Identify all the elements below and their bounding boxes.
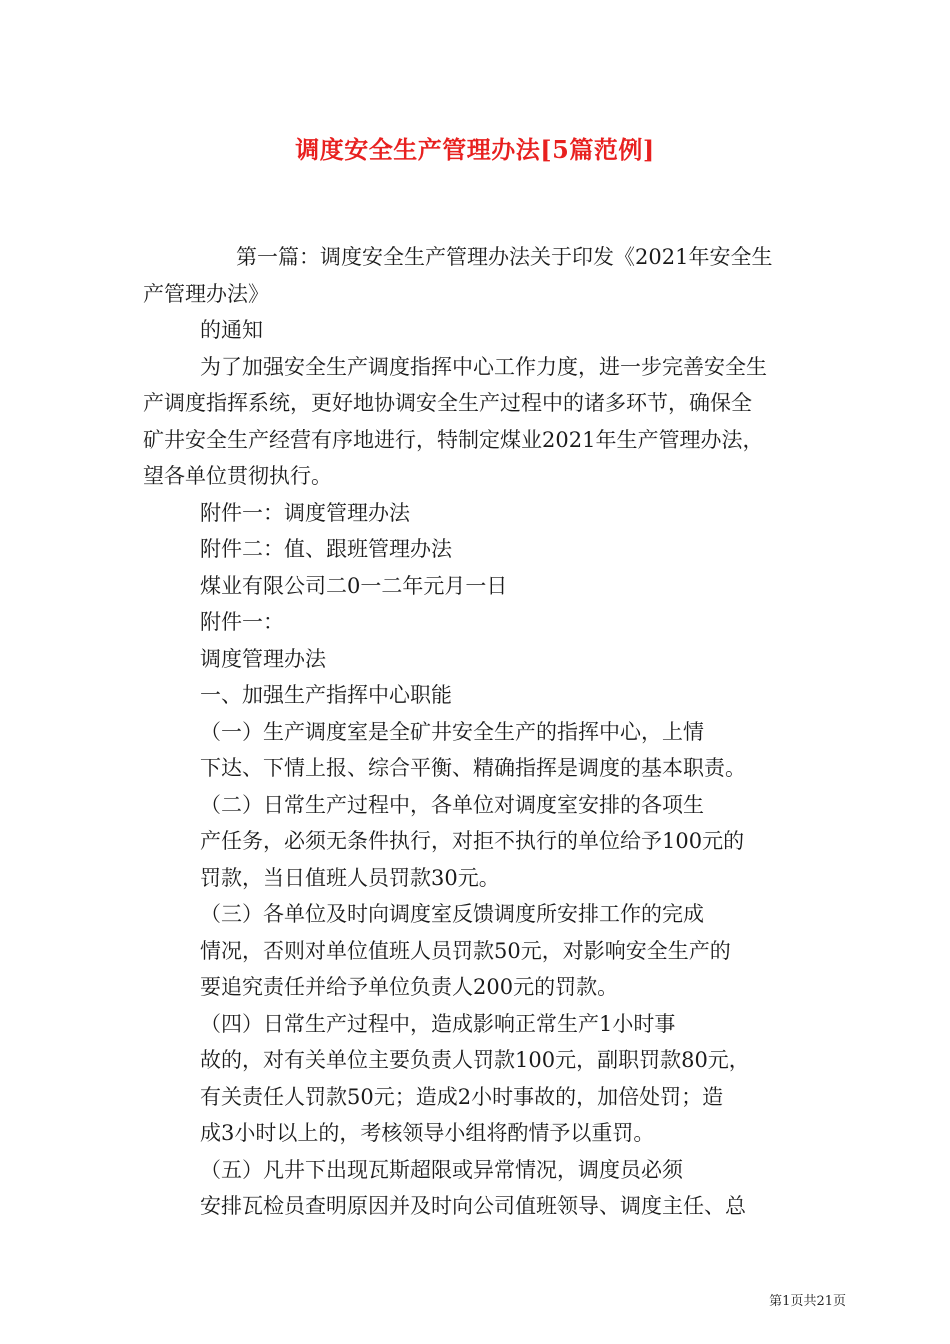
body-line-16: （二）日常生产过程中，各单位对调度室安排的各项生 xyxy=(200,793,704,817)
body-line-15: 下达、下情上报、综合平衡、精确指挥是调度的基本职责。 xyxy=(200,756,746,780)
body-line-8: 附件一：调度管理办法 xyxy=(200,501,410,525)
body-line-12: 调度管理办法 xyxy=(200,647,326,671)
body-line-2: 产管理办法》 xyxy=(143,282,269,306)
body-line-23: 故的，对有关单位主要负责人罚款100元，副职罚款80元， xyxy=(200,1048,750,1072)
body-line-1: 第一篇：调度安全生产管理办法关于印发《2021年安全生 xyxy=(236,245,773,269)
body-line-21: 要追究责任并给予单位负责人200元的罚款。 xyxy=(200,975,619,999)
body-line-17: 产任务，必须无条件执行，对拒不执行的单位给予100元的 xyxy=(200,829,745,853)
body-line-7: 望各单位贯彻执行。 xyxy=(143,464,332,488)
page-number: 第1页共21页 xyxy=(769,1294,846,1309)
body-line-13: 一、加强生产指挥中心职能 xyxy=(200,683,452,707)
body-line-27: 安排瓦检员查明原因并及时向公司值班领导、调度主任、总 xyxy=(200,1194,746,1218)
body-line-6: 矿井安全生产经营有序地进行，特制定煤业2021年生产管理办法， xyxy=(143,428,764,452)
body-line-22: （四）日常生产过程中，造成影响正常生产1小时事 xyxy=(200,1012,676,1036)
body-line-25: 成3小时以上的，考核领导小组将酌情予以重罚。 xyxy=(200,1121,655,1145)
document-title: 调度安全生产管理办法[5篇范例] xyxy=(295,135,655,164)
body-line-4: 为了加强安全生产调度指挥中心工作力度，进一步完善安全生 xyxy=(200,355,767,379)
body-line-26: （五）凡井下出现瓦斯超限或异常情况，调度员必须 xyxy=(200,1158,683,1182)
body-line-14: （一）生产调度室是全矿井安全生产的指挥中心，上情 xyxy=(200,720,704,744)
body-line-11: 附件一： xyxy=(200,610,284,634)
body-line-9: 附件二：值、跟班管理办法 xyxy=(200,537,452,561)
body-line-3: 的通知 xyxy=(200,318,263,342)
body-line-5: 产调度指挥系统，更好地协调安全生产过程中的诸多环节，确保全 xyxy=(143,391,752,415)
body-line-20: 情况，否则对单位值班人员罚款50元，对影响安全生产的 xyxy=(200,939,731,963)
body-line-24: 有关责任人罚款50元；造成2小时事故的，加倍处罚；造 xyxy=(200,1085,724,1109)
body-line-18: 罚款，当日值班人员罚款30元。 xyxy=(200,866,500,890)
body-line-19: （三）各单位及时向调度室反馈调度所安排工作的完成 xyxy=(200,902,704,926)
body-line-10: 煤业有限公司二0一二年元月一日 xyxy=(200,574,508,598)
